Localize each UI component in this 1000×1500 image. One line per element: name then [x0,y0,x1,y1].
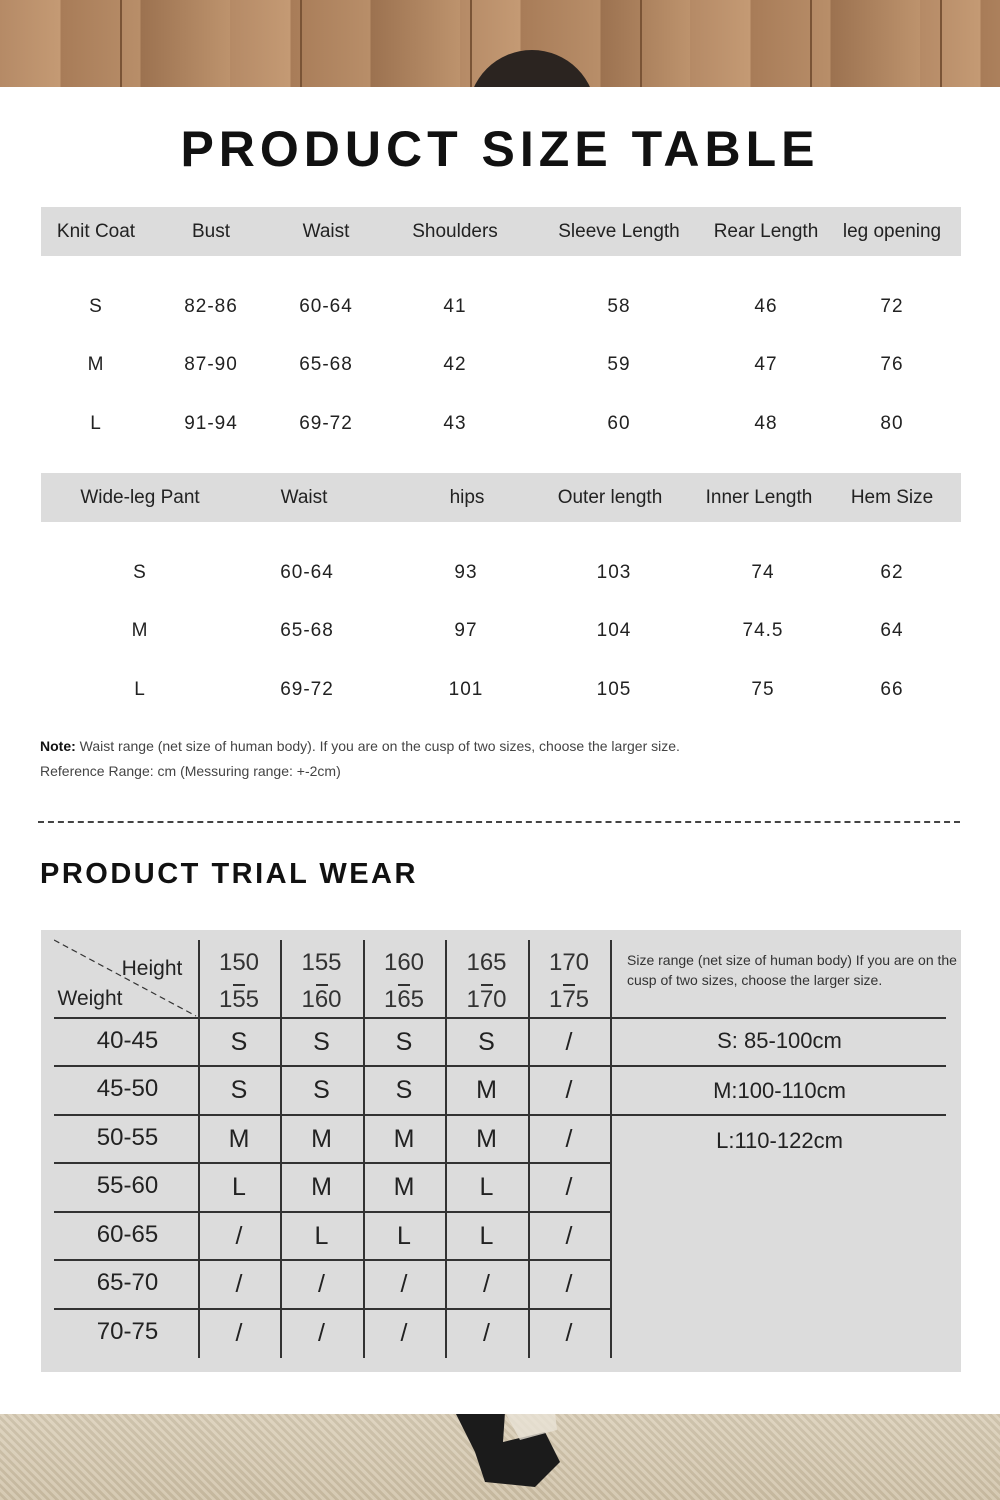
grid-line [54,1114,611,1116]
height-range-to: 175 [548,986,590,1013]
size-cell: L [314,1222,329,1250]
coat-cell: 46 [754,296,778,317]
size-cell: / [565,1076,573,1104]
coat-cell: 48 [754,413,778,434]
coat-cell: 41 [443,296,467,317]
coat-cell: 47 [754,354,778,375]
coat-header-cell: Waist [302,221,350,242]
size-cell: L [479,1173,494,1201]
pant-cell: 62 [880,562,904,583]
grid-line [54,1308,611,1310]
size-cell: S [395,1076,413,1104]
grid-line [54,1211,611,1213]
size-cell: / [400,1319,408,1347]
coat-cell: 82-86 [184,296,238,317]
grid-line [54,1065,611,1067]
pant-cell: 74 [751,562,775,583]
size-cell: M [476,1125,497,1153]
size-cell: / [400,1270,408,1298]
size-cell: / [235,1222,243,1250]
weight-range-label: 45-50 [96,1075,159,1102]
trial-wear-title: PRODUCT TRIAL WEAR [40,858,418,890]
size-cell: / [565,1028,573,1056]
pant-cell: 65-68 [280,620,334,641]
pant-cell: 69-72 [280,679,334,700]
height-range-from: 155 [301,949,342,976]
note-label: Note: [40,738,76,754]
size-range-l: L:110-122cm [716,1128,843,1153]
coat-cell: 76 [880,354,904,375]
pant-cell: M [131,620,149,641]
pant-cell: 93 [454,562,478,583]
height-range-from: 165 [466,949,507,976]
coat-cell: 43 [443,413,467,434]
size-cell: S [230,1028,248,1056]
coat-cell: 59 [607,354,631,375]
size-cell: / [235,1319,243,1347]
weight-range-label: 50-55 [96,1124,159,1151]
weight-range-label: 55-60 [96,1172,159,1199]
size-cell: / [565,1125,573,1153]
size-cell: / [318,1270,325,1298]
size-cell: / [565,1270,573,1298]
coat-cell: 58 [607,296,631,317]
size-range-m: M:100-110cm [713,1078,846,1103]
size-range-s: S: 85-100cm [717,1028,842,1053]
grid-line [610,1114,946,1116]
size-cell: M [393,1125,415,1153]
size-cell: M [393,1173,415,1201]
size-cell: / [318,1319,325,1347]
pant-cell: 75 [751,679,775,700]
pant-cell: 104 [596,620,632,641]
height-range-to: 170 [466,986,507,1013]
note-text: Waist range (net size of human body). If you are on the cusp of two sizes, choose the larger size. [79,738,680,754]
size-cell: / [565,1222,573,1250]
pant-header-cell: Inner Length [705,487,813,508]
size-cell: L [232,1173,246,1201]
coat-cell: 65-68 [299,354,353,375]
size-cell: S [313,1028,330,1056]
pant-cell: L [134,679,146,700]
corner-height-label: Height [121,957,183,980]
coat-header-cell: Bust [191,221,231,242]
height-range-from: 160 [383,949,425,976]
size-cell: / [565,1173,573,1201]
pant-cell: 101 [448,679,484,700]
weight-range-label: 70-75 [96,1318,159,1345]
coat-header-cell: Sleeve Length [558,221,680,242]
height-range-to: 165 [383,986,425,1013]
grid-line [54,1259,611,1261]
height-range-to: 160 [301,986,342,1013]
coat-cell: 87-90 [184,354,238,375]
coat-cell: 80 [880,413,904,434]
pant-cell: 64 [880,620,904,641]
coat-cell: S [89,296,103,317]
grid-line [610,1017,946,1019]
pant-cell: 103 [596,562,632,583]
height-range-to: 155 [218,986,260,1013]
size-cell: M [476,1076,497,1104]
coat-cell: 60 [607,413,631,434]
coat-header-cell: Knit Coat [56,221,136,242]
coat-header-cell: leg opening [842,221,942,242]
shoe-image [445,1412,565,1490]
page-title: PRODUCT SIZE TABLE [180,121,820,177]
weight-range-label: 40-45 [96,1027,159,1054]
size-cell: / [483,1270,490,1298]
reference-range: Reference Range: cm (Messuring range: +-2cm) [40,763,341,779]
height-range-from: 170 [548,949,590,976]
pant-cell: 105 [596,679,632,700]
grid-line [54,1162,611,1164]
weight-range-label: 60-65 [96,1221,159,1248]
size-range-note: Size range (net size of human body) If you are on the cusp of two sizes, choose the larger size. [627,952,957,988]
pant-header-cell: Hem Size [850,487,934,508]
pant-cell: 60-64 [280,562,334,583]
height-range-from: 150 [218,949,260,976]
coat-cell: 42 [443,354,467,375]
size-cell: L [397,1222,411,1250]
size-cell: M [228,1125,250,1153]
corner-weight-label: Weight [57,987,123,1010]
grid-line [610,1065,946,1067]
weight-range-label: 65-70 [96,1269,159,1296]
coat-cell: 69-72 [299,413,353,434]
pant-cell: S [133,562,147,583]
pant-cell: 97 [454,620,478,641]
pant-cell: 74.5 [742,620,784,641]
pant-header-cell: hips [449,487,485,508]
coat-header-cell: Rear Length [713,221,819,242]
size-cell: M [311,1173,332,1201]
note-line [40,738,680,754]
pant-header-cell: Waist [280,487,328,508]
coat-cell: 91-94 [184,413,238,434]
pant-cell: 66 [880,679,904,700]
pant-header-cell: Outer length [557,487,663,508]
coat-header-cell: Shoulders [412,221,498,242]
section-divider [38,821,960,823]
coat-cell: M [87,354,105,375]
size-cell: / [483,1319,490,1347]
size-cell: / [235,1270,243,1298]
size-cell: L [479,1222,494,1250]
size-cell: S [230,1076,248,1104]
coat-cell: 72 [880,296,904,317]
coat-cell: L [90,413,102,434]
size-cell: / [565,1319,573,1347]
size-cell: S [313,1076,330,1104]
pant-header-cell: Wide-leg Pant [80,487,200,508]
size-cell: M [311,1125,332,1153]
size-cell: S [478,1028,495,1056]
coat-cell: 60-64 [299,296,353,317]
size-cell: S [395,1028,413,1056]
